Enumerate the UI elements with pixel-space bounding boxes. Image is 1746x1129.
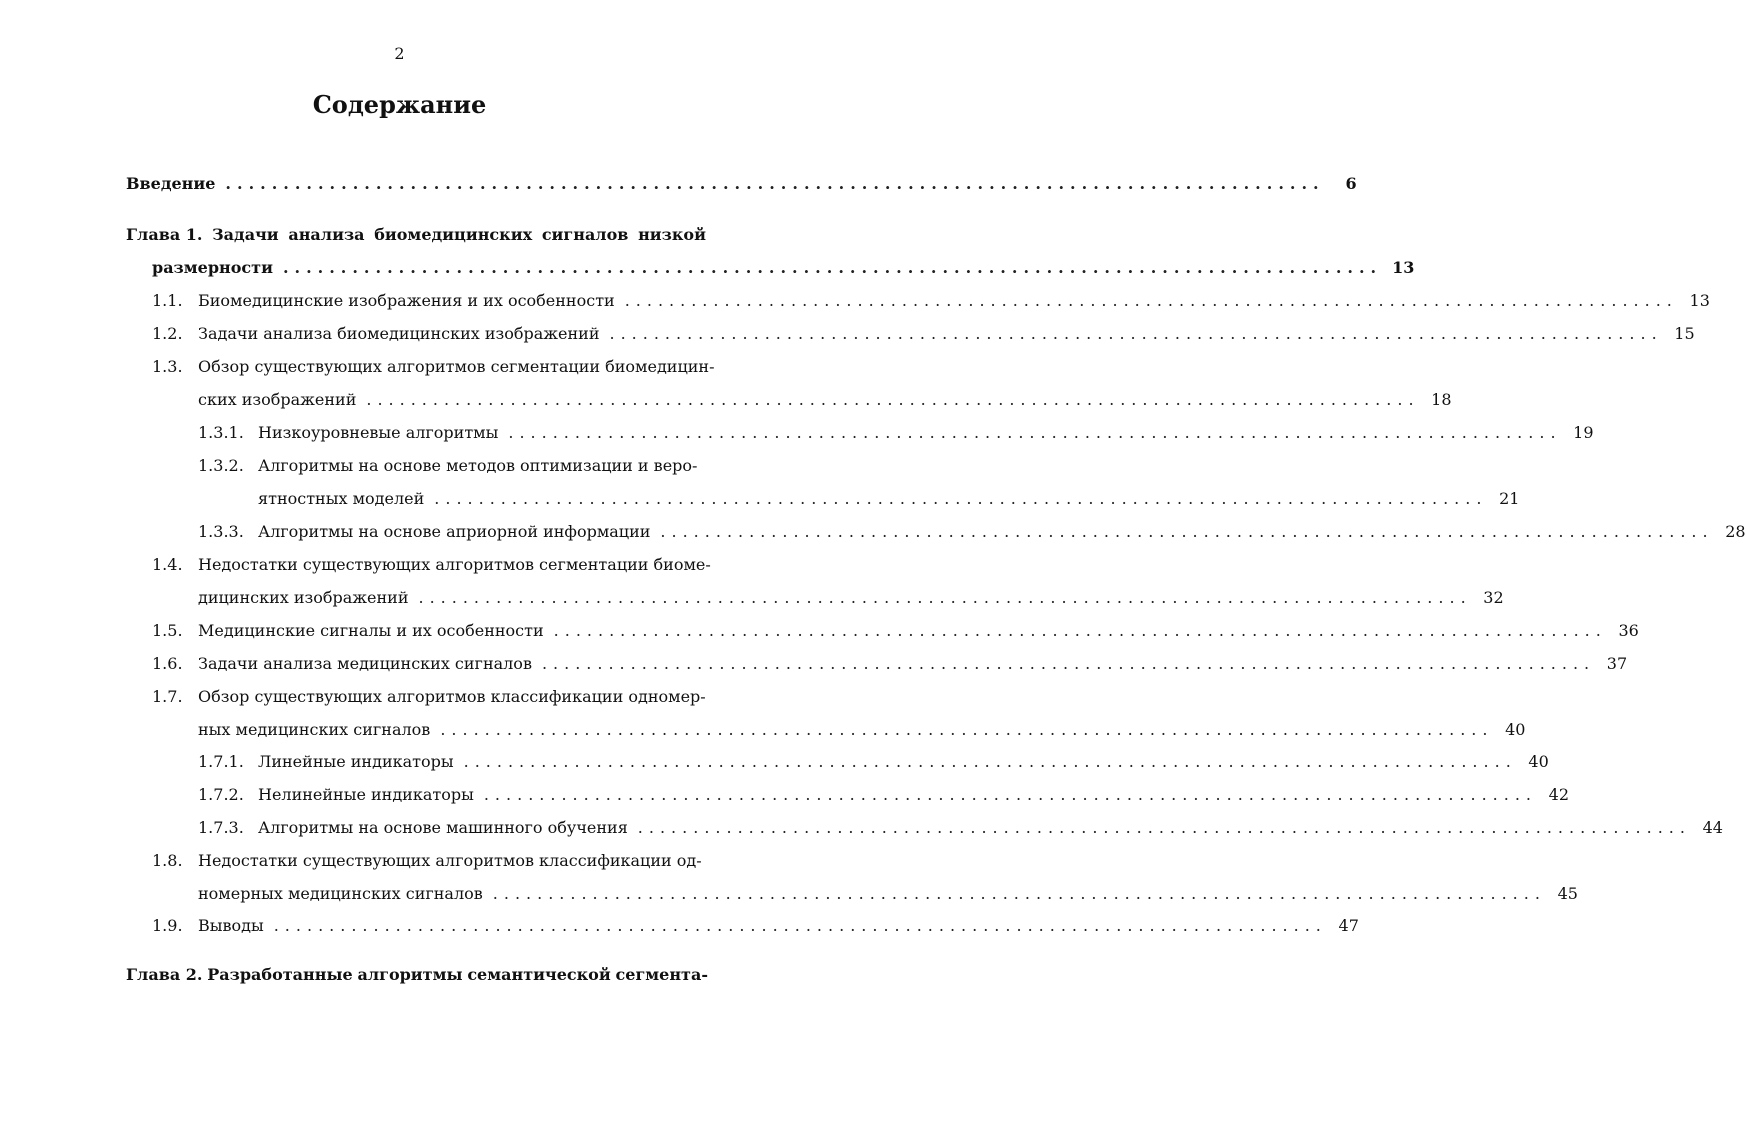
leader-dots: ............................................................................................... bbox=[225, 174, 1325, 193]
toc-entry-label: Низкоуровневые алгоритмы bbox=[258, 423, 499, 442]
page-title: Содержание bbox=[312, 90, 487, 119]
toc-entry-label: Обзор существующих алгоритмов классификации одномер- bbox=[198, 687, 706, 706]
toc-entry-1-7[interactable] bbox=[152, 685, 708, 709]
section-number: 1.7. bbox=[152, 687, 183, 706]
chapter-number: Глава 1. bbox=[126, 225, 203, 244]
toc-entry-label: Задачи анализа биомедицинских изображений bbox=[198, 324, 600, 343]
leader-dots: ............................................................................................... bbox=[366, 390, 1420, 409]
toc-entry-1-8-continuation[interactable] bbox=[198, 882, 1578, 906]
toc-page-number: 13 bbox=[1689, 291, 1710, 310]
section-number: 1.2. bbox=[152, 324, 183, 343]
leader-dots: ............................................................................................... bbox=[637, 818, 1691, 837]
toc-page-number: 28 bbox=[1725, 522, 1746, 541]
toc-entry-label: ятностных моделей bbox=[258, 489, 425, 508]
leader-dots: ............................................................................................... bbox=[609, 324, 1663, 343]
toc-entry-1-3-1[interactable] bbox=[198, 421, 1594, 445]
section-number: 1.7.2. bbox=[198, 785, 244, 804]
toc-entry-label: Обзор существующих алгоритмов сегментации биомедицин- bbox=[198, 357, 715, 376]
toc-page-number: 36 bbox=[1618, 621, 1639, 640]
leader-dots: ............................................................................................... bbox=[418, 588, 1472, 607]
section-number: 1.6. bbox=[152, 654, 183, 673]
chapter-number: Глава 2. bbox=[126, 965, 203, 984]
toc-page-number: 21 bbox=[1499, 489, 1520, 508]
toc-entry-label: Алгоритмы на основе априорной информации bbox=[258, 522, 651, 541]
section-number: 1.3. bbox=[152, 357, 183, 376]
toc-entry-1-5[interactable] bbox=[152, 619, 1639, 643]
toc-page-number: 6 bbox=[1345, 174, 1357, 193]
toc-entry-label: Введение bbox=[126, 174, 216, 193]
toc-entry-label: Задачи анализа медицинских сигналов bbox=[198, 654, 532, 673]
section-number: 1.8. bbox=[152, 851, 183, 870]
chapter-title-word: сигналов bbox=[541, 225, 629, 244]
toc-entry-label: Биомедицинские изображения и их особенности bbox=[198, 291, 615, 310]
section-number: 1.3.1. bbox=[198, 423, 244, 442]
toc-entry-label: Линейные индикаторы bbox=[258, 752, 454, 771]
section-number: 1.7.1. bbox=[198, 752, 244, 771]
toc-entry-1-3[interactable] bbox=[152, 355, 715, 379]
section-number: 1.5. bbox=[152, 621, 183, 640]
toc-entry-label: Алгоритмы на основе машинного обучения bbox=[258, 818, 628, 837]
toc-entry-1-3-2[interactable] bbox=[198, 454, 708, 478]
toc-chapter-1-heading[interactable] bbox=[126, 223, 706, 247]
leader-dots: ............................................................................................... bbox=[508, 423, 1562, 442]
chapter-title-word: алгоритмы bbox=[357, 965, 463, 984]
toc-entry-label: ных медицинских сигналов bbox=[198, 720, 431, 739]
toc-page-number: 40 bbox=[1528, 752, 1549, 771]
chapter-title-word: анализа bbox=[288, 225, 365, 244]
toc-entry-1-8[interactable] bbox=[152, 849, 708, 873]
page-number: 2 bbox=[394, 44, 405, 63]
toc-page-number: 42 bbox=[1548, 785, 1570, 804]
section-number: 1.3.3. bbox=[198, 522, 244, 541]
section-number: 1.3.2. bbox=[198, 456, 244, 475]
toc-page-number: 15 bbox=[1674, 324, 1695, 343]
leader-dots: ............................................................................................... bbox=[434, 489, 1488, 508]
toc-entry-1-6[interactable] bbox=[152, 652, 1628, 676]
toc-entry-1-4-continuation[interactable] bbox=[198, 586, 1504, 610]
toc-entry-label: Нелинейные индикаторы bbox=[258, 785, 474, 804]
toc-entry-label: Недостатки существующих алгоритмов сегментации биоме- bbox=[198, 555, 711, 574]
toc-entry-1-1[interactable] bbox=[152, 289, 1710, 313]
leader-dots: ............................................................................................... bbox=[492, 884, 1546, 903]
chapter-title-word: биомедицинских bbox=[374, 225, 533, 244]
toc-entry-1-3-continuation[interactable] bbox=[198, 388, 1452, 412]
leader-dots: ............................................................................................... bbox=[463, 752, 1517, 771]
toc-page-number: 19 bbox=[1573, 423, 1594, 442]
toc-page-number: 40 bbox=[1505, 720, 1526, 739]
toc-page-number: 18 bbox=[1431, 390, 1452, 409]
toc-entry-1-4[interactable] bbox=[152, 553, 711, 577]
toc-page-number: 45 bbox=[1557, 884, 1578, 903]
toc-entry-1-2[interactable] bbox=[152, 322, 1695, 346]
toc-page-number: 13 bbox=[1392, 258, 1415, 277]
toc-entry-label: номерных медицинских сигналов bbox=[198, 884, 483, 903]
chapter-title-word: сегмента- bbox=[615, 965, 708, 984]
toc-entry-1-7-2[interactable] bbox=[198, 783, 1570, 807]
toc-entry-label: Алгоритмы на основе методов оптимизации и веро- bbox=[258, 456, 698, 475]
toc-entry-label: Выводы bbox=[198, 916, 264, 935]
toc-entry-1-7-1[interactable] bbox=[198, 750, 1549, 774]
toc-entry-1-7-3[interactable] bbox=[198, 816, 1723, 840]
chapter-title-word: низкой bbox=[638, 225, 706, 244]
toc-page-number: 44 bbox=[1702, 818, 1723, 837]
leader-dots: ............................................................................................... bbox=[660, 522, 1714, 541]
leader-dots: ............................................................................................... bbox=[282, 258, 1383, 277]
leader-dots: ............................................................................................... bbox=[273, 916, 1327, 935]
leader-dots: ............................................................................................... bbox=[553, 621, 1607, 640]
section-number: 1.4. bbox=[152, 555, 183, 574]
chapter-title-word: семантической bbox=[467, 965, 611, 984]
toc-entry-label: Недостатки существующих алгоритмов классификации од- bbox=[198, 851, 702, 870]
toc-chapter-1-continuation[interactable] bbox=[152, 256, 1415, 280]
toc-page-number: 32 bbox=[1483, 588, 1504, 607]
toc-page-number: 47 bbox=[1338, 916, 1359, 935]
toc-entry-label: Медицинские сигналы и их особенности bbox=[198, 621, 544, 640]
section-number: 1.1. bbox=[152, 291, 183, 310]
chapter-title-word: Разработанные bbox=[207, 965, 353, 984]
leader-dots: ............................................................................................... bbox=[541, 654, 1596, 673]
toc-entry-intro[interactable] bbox=[126, 172, 1357, 196]
toc-chapter-2-heading[interactable] bbox=[126, 963, 708, 987]
section-number: 1.7.3. bbox=[198, 818, 244, 837]
toc-entry-1-3-2-continuation[interactable] bbox=[258, 487, 1520, 511]
toc-entry-label: дицинских изображений bbox=[198, 588, 409, 607]
toc-entry-label: ских изображений bbox=[198, 390, 357, 409]
leader-dots: ............................................................................................... bbox=[624, 291, 1678, 310]
chapter-title-word: Задачи bbox=[212, 225, 279, 244]
toc-entry-label: размерности bbox=[152, 258, 273, 277]
toc-entry-1-7-continuation[interactable] bbox=[198, 718, 1526, 742]
toc-entry-1-3-3[interactable] bbox=[198, 520, 1746, 544]
leader-dots: ............................................................................................... bbox=[440, 720, 1494, 739]
toc-page-number: 37 bbox=[1606, 654, 1628, 673]
section-number: 1.9. bbox=[152, 916, 183, 935]
leader-dots: ............................................................................................... bbox=[483, 785, 1538, 804]
toc-entry-1-9[interactable] bbox=[152, 914, 1359, 938]
